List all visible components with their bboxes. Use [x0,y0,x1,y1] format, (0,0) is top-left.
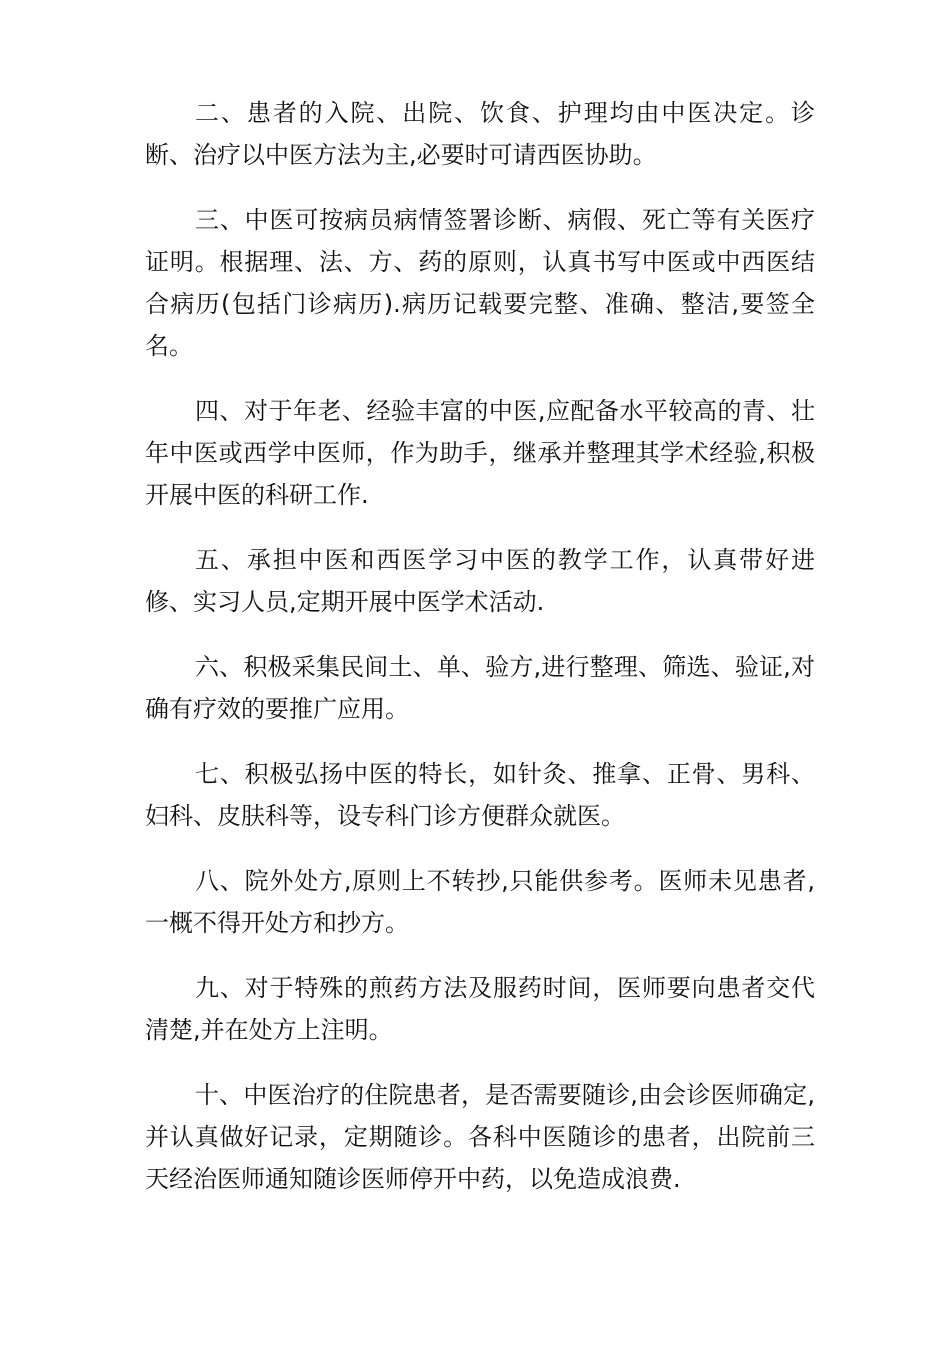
paragraph-10: 十、中医治疗的住院患者，是否需要随诊,由会诊医师确定,并认真做好记录，定期随诊。各科中医随诊的患者，出院前三天经治医师通知随诊医师停开中药，以免造成浪费. [145,1081,815,1193]
paragraph-2: 二、患者的入院、出院、饮食、护理均由中医决定。诊断、治疗以中医方法为主,必要时可请西医协助。 [145,99,815,169]
paragraph-5: 五、承担中医和西医学习中医的教学工作，认真带好进修、实习人员,定期开展中医学术活动. [145,546,815,616]
document-body [145,92,815,1223]
paragraph-7: 七、积极弘扬中医的特长，如针灸、推拿、正骨、男科、妇科、皮肤科等，设专科门诊方便群众就医。 [145,760,815,830]
paragraph-8: 八、院外处方,原则上不转抄,只能供参考。医师未见患者,一概不得开处方和抄方。 [145,867,815,937]
paragraph-3: 三、中医可按病员病情签署诊断、病假、死亡等有关医疗证明。根据理、法、方、药的原则，认真书写中医或中西医结合病历(包括门诊病历).病历记载要完整、准确、整洁,要签全名。 [145,206,815,360]
paragraph-9: 九、对于特殊的煎药方法及服药时间，医师要向患者交代清楚,并在处方上注明。 [145,974,815,1044]
paragraph-6: 六、积极采集民间土、单、验方,进行整理、筛选、验证,对确有疗效的要推广应用。 [145,653,815,723]
paragraph-4: 四、对于年老、经验丰富的中医,应配备水平较高的青、壮年中医或西学中医师，作为助手，继承并整理其学术经验,积极开展中医的科研工作. [145,397,815,509]
